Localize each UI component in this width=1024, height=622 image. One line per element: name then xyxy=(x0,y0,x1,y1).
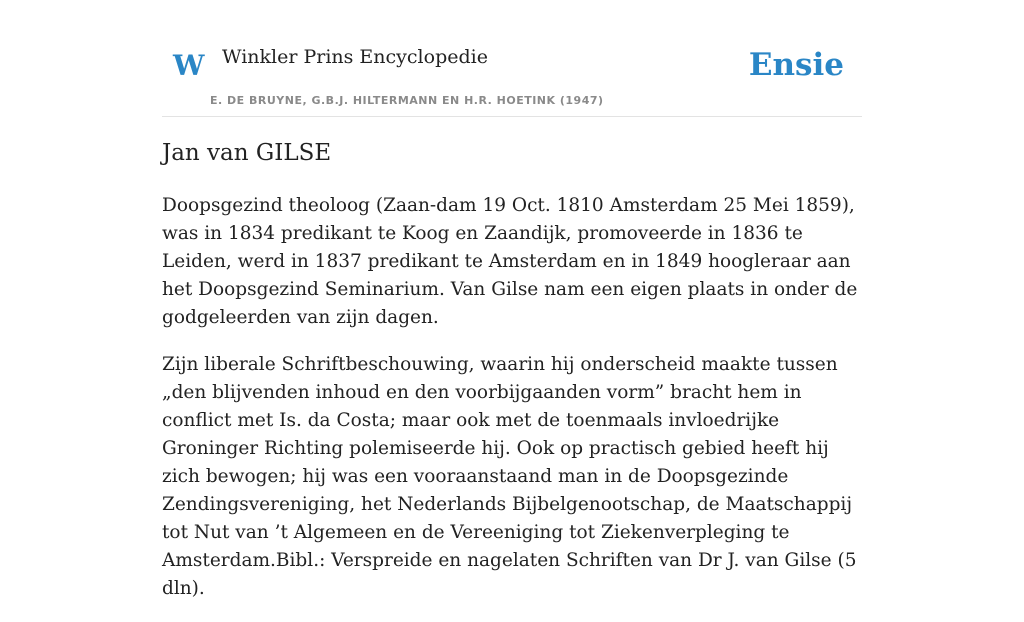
source-title-link[interactable]: Winkler Prins Encyclopedie xyxy=(222,46,488,68)
source-logo-icon: W xyxy=(173,49,205,82)
article-title: Jan van GILSE xyxy=(162,140,332,166)
ensie-logo-link[interactable]: Ensie xyxy=(748,47,844,83)
site-header xyxy=(162,0,862,117)
article-paragraph: Zijn liberale Schriftbeschouwing, waarin hij onderscheid maakte tussen „den blijvenden inhoud en den voorbijgaanden vorm” bracht hem in conflict met Is. da Costa; maar ook met de toenmaals invloedrijke Groninger Richting polemiseerde hij. Ook op practisch gebied heeft hij zich bewogen; hij was een vooraanstaand man in de Doopsgezinde Zendingsvereniging, het Nederlands Bijbelgenootschap, de Maatschappij tot Nut van ’t Algemeen en de Vereeniging tot Ziekenverpleging te Amsterdam.Bibl.: Verspreide en nagelaten Schriften van Dr J. van Gilse (5 dln). xyxy=(162,354,857,599)
article-body xyxy=(162,192,862,622)
source-authors: E. DE BRUYNE, G.B.J. HILTERMANN EN H.R. HOETINK (1947) xyxy=(210,94,604,107)
article-paragraph: Doopsgezind theoloog (Zaan-dam 19 Oct. 1810 Amsterdam 25 Mei 1859), was in 1834 predikant te Koog en Zaandijk, promoveerde in 1836 te Leiden, werd in 1837 predikant te Amsterdam en in 1849 hoogleraar aan het Doopsgezind Seminarium. Van Gilse nam een eigen plaats in onder de godgeleerden van zijn dagen. xyxy=(162,195,858,328)
